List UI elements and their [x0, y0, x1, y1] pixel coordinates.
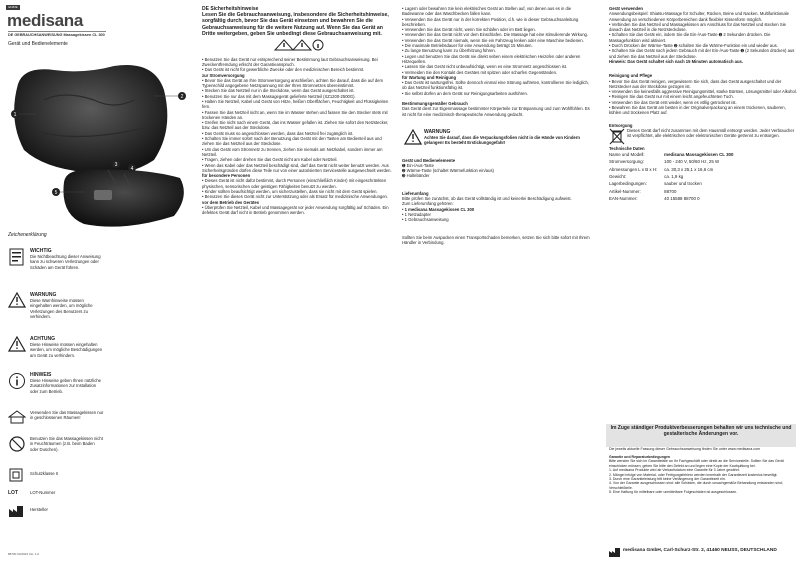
svg-text:1: 1: [13, 112, 17, 118]
legend-indoor: [8, 410, 104, 421]
usage-l2: ➋ Wärme-Taste (schaltet Wärmefunktion ein/aus): [402, 168, 494, 174]
banner-subtext: Die jeweils aktuelle Fassung dieser Gebrauchsanweisung finden Sie unter www.medisana.com: [609, 447, 761, 451]
safety-p4: • Stecken Sie das Netzteil nur in die Steckdose, wenn das Gerät ausgeschaltet ist.: [202, 88, 355, 94]
usage-warning-title: WARNUNG: [424, 128, 451, 135]
wichtig-title: WICHTIG: [30, 248, 52, 254]
safety-p6: • Halten Sie Netzteil, Kabel und Gerät von Hitze, heißen Oberflächen, Feuchtigkeit und Flüssigkeiten fern.: [202, 99, 389, 110]
manufacturer-address: medisana GmbH, Carl-Schurz-Str. 2, 41460 NEUSS, DEUTSCHLAND: [623, 548, 777, 553]
usage-warning-text: Achten Sie darauf, dass die Verpackungsfolien nicht in die Hände von Kindern gelangen! Es besteht Erstickungsgefahr!: [424, 134, 580, 146]
operation-p11: • Bewahren Sie das Gerät am besten in der Originalverpackung an einem trockenen, sauberen, kühlen und trockenen Platz auf.: [609, 105, 786, 116]
safety-title: DE Sicherheitshinweise: [202, 6, 259, 12]
document-icon: [8, 248, 26, 266]
crossed-bin-icon: [609, 128, 625, 146]
pillow-side-view: [63, 170, 183, 227]
safety-h2: für besondere Personen: [202, 173, 251, 179]
spec-row: Gewicht: ca. 1,9 kg: [609, 174, 684, 180]
warranty-item: 2. Mängel infolge von Material- oder Fertigungsfehlern werden innerhalb der Garantiezeit kostenlos beseitigt.: [609, 472, 778, 477]
safety-p16: • Benutzen Sie dieses Gerät nicht zur Unterstützung oder als Ersatz für medizinische Anwendungen.: [202, 194, 389, 200]
usage-p13: Das Gerät dient zur Eigenmassage bestimmter Körperteile zur Entspannung und zum Wohlfühlen. Es ist nicht für eine medizinisch-therapeutische Anwendung gedacht.: [402, 106, 590, 117]
caution-triangle-icon: [8, 336, 26, 352]
usage-h2: Bestimmungsgemäßer Gebrauch: [402, 101, 468, 107]
manufacturer-icon: [609, 547, 621, 557]
spec-row: Lagerbedingungen: sauber und trocken: [609, 181, 702, 187]
manufacturer-icon: [8, 504, 26, 518]
usage-p15: Zum Lieferumfang gehören:: [402, 201, 454, 207]
spec-table: [609, 151, 734, 203]
hinweis-text: Diese Hinweise geben Ihnen nützliche Zusatzinformationen zur Installation oder zum Betrieb.: [30, 378, 101, 394]
usage-h1: für Wartung und Reinigung: [402, 74, 457, 80]
legend-maker: [8, 504, 104, 512]
pillow-main: [14, 65, 167, 174]
legend-hinweis: [8, 372, 104, 394]
usage-p11: • Das Gerät ist wartungsfrei. Sollte dennoch einmal eine Störung auftreten, kontrollieren Sie lediglich, ob das Netzteil funktionsfähig ist.: [402, 80, 589, 91]
safety-p12: • Tragen, ziehen oder drehen Sie das Gerät nicht am Kabel oder Netzteil.: [202, 157, 338, 163]
usage-p7: • Zu lange Benutzung kann zu Überhitzung führen.: [402, 48, 496, 54]
safety-h3: vor dem Betrieb des Gerätes: [202, 199, 260, 205]
usage-p3: • Verwenden Sie das Gerät nicht, wenn Sie schlafen oder im Bett liegen.: [402, 27, 536, 33]
achtung-title: ACHTUNG: [30, 336, 55, 342]
header-divider: [8, 31, 106, 32]
usage-h4: Lieferumfang: [402, 190, 429, 196]
legend-caption: Zeichenerklärung: [8, 232, 47, 238]
safety-intro: Lesen Sie die Gebrauchsanweisung, insbesondere die Sicherheitshinweise, sorgfältig durch, bevor Sie das Gerät einsetzen und bewahren Sie die Gebrauchsanweisung für die weitere Nutzung auf. Wenn Sie das Gerät an Dritte weitergeben, geben Sie unbedingt diese Gebrauchsanweisung mit.: [202, 12, 389, 38]
operation-p3: • Schalten Sie das Gerät ein, indem Sie die Ein-/Aus-Taste ➊ 2 Sekunden drücken. Die Massagefunktion wird aktiviert.: [609, 32, 771, 43]
spec-row: EAN-Nummer: 40 15588 88700 0: [609, 196, 700, 202]
operation-p6: Hinweis: Das Gerät schaltet sich nach 15 Minuten automatisch aus.: [609, 58, 744, 64]
svg-text:2: 2: [180, 94, 184, 100]
usage-h3: Gerät und Bedienelemente: [402, 157, 456, 163]
usage-p1: • Lagern oder bewahren Sie kein elektrisches Gerät an Stellen auf, von denen aus es in die Badewanne oder das Waschbecken fallen kann.: [402, 6, 572, 17]
marker-5: [52, 188, 60, 196]
warranty-title: Garantie und Reparaturbedingungen: [609, 455, 671, 459]
warnung-text: Diese Warnhinweise müssen eingehalten werden, um mögliche Verletzungen des Benutzers zu verhindern.: [30, 298, 93, 319]
language-badge: EN/DE: [6, 5, 20, 10]
usage-l5: • 1 Netzadapter: [402, 211, 431, 217]
warnung-title: WARNUNG: [30, 292, 57, 298]
usage-p14: Bitte prüfen Sie zunächst, ob das Gerät vollständig ist und keinerlei Beschädigung aufweist.: [402, 196, 572, 202]
disposal-block: [609, 128, 797, 139]
operation-p9: • Reinigen Sie das Gerät nur mit einem leicht angefeuchteten Tuch.: [609, 94, 734, 100]
legend-wichtig: [8, 248, 104, 270]
manufacturer-footer: [609, 546, 797, 558]
operation-p8: • Verwenden Sie keinesfalls aggressive Reinigungsmittel, starke Bürsten, Lösungsmittel oder Alkohol.: [609, 89, 797, 95]
usage-p6: • Die maximale Betriebsdauer für eine Anwendung beträgt 15 Minuten.: [402, 43, 533, 49]
usage-l1: ➊ Ein-/Aus-Taste: [402, 162, 434, 168]
improvement-banner: [606, 424, 796, 447]
usage-warning: [402, 129, 590, 146]
indoor-text: Verwenden Sie das Massagekissen nur in geschlossenen Räumen!: [30, 410, 104, 421]
info-icon: [8, 372, 26, 390]
usage-p16: Sollten Sie beim Auspacken einen Transportschaden bemerken, setzen Sie sich bitte sofort mit Ihrem Händler in Verbindung.: [402, 234, 590, 245]
usage-p12: • Sie selbst dürfen an dem Gerät nur Reinigungsarbeiten ausführen.: [402, 90, 529, 96]
brand-logo: medisana: [7, 11, 84, 30]
warranty-item: 3. Durch eine Garantieleistung tritt keine Verlängerung der Garantiezeit ein.: [609, 477, 726, 482]
operation-p5: • Schalten Sie das Gerät nach jedem Gebrauch mit der Ein-/Aus-Taste ➊ (2 Sekunden drücken) aus und ziehen Sie das Netzteil aus der Steckdose.: [609, 48, 795, 59]
lot-label: LOT: [8, 490, 18, 496]
wichtig-text: Die Nichtbeachtung dieser Anweisung kann zu schweren Verletzungen oder Schäden am Gerät führen.: [30, 254, 101, 270]
legend-achtung: [8, 336, 104, 358]
safety-p15: • Kinder sollten beaufsichtigt werden, um sicherzustellen, dass sie nicht mit dem Gerät spielen.: [202, 189, 378, 195]
safety-p13: • Wenn das Kabel oder das Netzteil beschädigt sind, darf das Gerät nicht weiter benutzt werden. Aus Sicherheitsgründen dürfen diese Teile nur von einer autorisierten Servicestelle ausgewechselt werden.: [202, 162, 392, 173]
warning-triangle-icon: [8, 292, 26, 308]
usage-p10: • Vermeiden Sie den Kontakt des Gerätes mit spitzen oder scharfen Gegenständen.: [402, 69, 558, 75]
control-panel: [94, 190, 112, 200]
svg-text:3: 3: [114, 162, 118, 168]
marker-3: [112, 160, 120, 168]
column-usage: [402, 6, 590, 245]
operation-h1: Gerät verwenden: [609, 6, 643, 11]
section-subtitle: Gerät und Bedienelemente: [8, 41, 68, 47]
spec-row: Artikel-Nummer: 88700: [609, 188, 677, 194]
operation-h2: Reinigung und Pflege: [609, 73, 653, 79]
usage-p2: • Verwenden Sie das Gerät nur in der korrekten Position, d.h. wie in dieser Gebrauchsanleitung beschrieben.: [402, 16, 579, 27]
operation-p10: • Verwenden Sie das Gerät erst wieder, wenn es völlig getrocknet ist.: [609, 99, 737, 105]
marker-1: [11, 110, 19, 118]
marker-2: [178, 92, 186, 100]
safety-h1: zur Stromversorgung: [202, 72, 245, 78]
operation-p4: • Durch Drücken der Wärme-Taste ➋ schalten Sie die Wärme-Funktion ein und wieder aus.: [609, 43, 778, 49]
column-safety: [202, 6, 392, 216]
safety-p14: • Dieses Gerät ist nicht dafür bestimmt, durch Personen (einschließlich Kinder) mit eingeschränkten physischen, sensorischen oder geistigen Fähigkeiten benutzt zu werden.: [202, 178, 387, 189]
marker-4: [128, 164, 136, 172]
massage-pillow-illustration: [4, 60, 194, 240]
safety-p11: • Um das Gerät vom Stromnetz zu trennen, ziehen Sie niemals am Netzkabel, sondern immer am Netzteil.: [202, 146, 383, 157]
class-text: Schutzklasse II: [30, 471, 59, 476]
safety-p2: • Das Gerät ist nicht für gewerbliche Zwecke oder den medizinischen Bereich bestimmt.: [202, 67, 365, 73]
safety-p9: • Das Gerät muss so angeschlossen werden, dass das Netzteil frei zugänglich ist.: [202, 130, 354, 136]
usage-p4: • Verwenden Sie das Gerät nicht vor dem Einschlafen. Die Massage hat eine stimulierende Wirkung.: [402, 32, 589, 38]
legend-shower: [8, 436, 104, 452]
warranty-intro: Bitte wenden Sie sich im Garantiefalle an Ihr Fachgeschäft oder direkt an die Servicestelle. Sollten Sie das Gerät einschicken müssen, geben Sie bitte den Defekt an und legen eine Kopie der Kaufquittung bei.: [609, 459, 784, 468]
operation-p2: • Verbinden Sie das Netzteil und Massagekissen am Anschluss für das Netzteil und stecken Sie danach das Netzteil in die Netzsteckdose.: [609, 21, 786, 33]
column-operation: [609, 6, 797, 203]
safety-p3: • Bevor Sie das Gerät an Ihre Stromversorgung anschließen, achten Sie darauf, dass die auf dem Typenschild angegebene Netzspannung mit der Ihres Stromnetzes übereinstimmt.: [202, 77, 383, 89]
svg-text:4: 4: [130, 166, 134, 172]
safety-p17: • Überprüfen Sie Netzteil, Kabel und Massagegerät vor jeder Anwendung sorgfältig auf Schäden. Ein defektes Gerät darf nicht in Betrieb genommen werden.: [202, 204, 389, 216]
warning-triangle-icon: [404, 129, 422, 145]
legend-lot: [8, 490, 104, 495]
spec-row: Name und Modell: medisana Massagekissen CL 300: [609, 151, 734, 157]
shower-text: Benutzen Sie das Massagekissen nicht in Feuchträumen (z.B. beim Baden oder Duschen).: [30, 436, 103, 452]
safety-p7: • Fassen Sie das Netzteil nicht an, wenn Sie im Wasser stehen und fassen Sie den Stecker stets mit trockenen Händen an.: [202, 109, 388, 120]
lot-text: LOT-Nummer: [30, 490, 56, 495]
safety-icons: [202, 38, 392, 52]
operation-p7: • Bevor Sie das Gerät reinigen, vergewissern Sie sich, dass das Gerät ausgeschaltet und der Netzstecker aus der Steckdose gezogen ist.: [609, 78, 782, 89]
legend-warnung: [8, 292, 104, 319]
banner-text: Im Zuge ständiger Produktverbesserungen behalten wir uns technische und gestalterische Änderungen vor.: [610, 425, 792, 437]
spec-row: Stromversorgung: 100 - 240 V, 50/60 Hz, 25 W: [609, 159, 720, 165]
legend-class: [8, 468, 104, 476]
document-code: 88700 04/2023 Ver. 1.0: [8, 552, 40, 556]
indoor-house-icon: [8, 410, 26, 424]
usage-l6: • 1 Gebrauchsanweisung: [402, 217, 449, 223]
spec-row: Abmessungen L x B x H: ca. 30,3 x 25,1 x 16,6 cm: [609, 166, 714, 172]
operation-p12: Dieses Gerät darf nicht zusammen mit dem Hausmüll entsorgt werden. Jeder Verbraucher ist verpflichtet, alle elektrischen oder elektronischen Geräte getrennt zu entsorgen.: [627, 127, 795, 139]
safety-p1: • Benutzen Sie das Gerät nur entsprechend seiner Bestimmung laut Gebrauchsanweisung. Bei Zweckentfremdung erlischt der Garantieanspruch.: [202, 56, 378, 67]
model-line: DE GEBRAUCHSANWEISUNG Massagekissen CL 300: [8, 33, 105, 37]
protection-class-icon: [8, 468, 26, 482]
operation-p1: Anwendungsbeispiel: Shiatsu-Massage für Schulter, Rücken, Beine und Nacken. Multifunktionale Anwendung an verschiedenen Körperbereichen dank flexibler Kissenform möglich.: [609, 11, 789, 22]
warranty-item: 5. Eine Haftung für mittelbare oder unmittelbare Folgeschäden ist ausgeschlossen.: [609, 490, 738, 495]
no-shower-icon: [8, 436, 26, 452]
usage-p5: • Verwenden Sie das Gerät niemals, wenn Sie ein Fahrzeug lenken oder eine Maschine bedienen.: [402, 37, 584, 43]
operation-h4: Technische Daten: [609, 145, 645, 151]
hinweis-title: HINWEIS: [30, 372, 52, 378]
warranty-item: 1. Auf medisana Produkte wird ab Verkaufsdatum eine Garantie für 3 Jahre gewährt.: [609, 468, 740, 473]
usage-l3: ➌ Haltebänder: [402, 173, 430, 179]
warranty-item: 4. Von der Garantie ausgeschlossen sind: alle Schäden, die durch unsachgemäße Behandlung entstanden sind; Verschleißteile.: [609, 481, 783, 490]
achtung-text: Diese Hinweise müssen eingehalten werden, um mögliche Beschädigungen am Gerät zu verhindern.: [30, 342, 103, 358]
safety-p10: • Schalten Sie immer sofort nach der Benutzung das Gerät mit den Tasten am Bedienteil aus und ziehen Sie das Netzteil aus der Steckdose.: [202, 136, 382, 147]
svg-text:5: 5: [54, 190, 58, 196]
operation-h3: Entsorgung: [609, 122, 633, 128]
safety-p5: • Benutzen Sie nur das mit dem Massagegerät gelieferte Netzteil (XZ1200-2500G).: [202, 93, 356, 99]
usage-l4: • 1 medisana Massagekissen CL 300: [402, 206, 475, 212]
warranty-block: [609, 455, 797, 495]
usage-p9: • Lassen Sie das Gerät nicht unbeaufsichtigt, wenn es eine Stromnetz angeschlossen ist.: [402, 64, 568, 70]
safety-p8: • Greifen Sie nicht nach einem Gerät, das ins Wasser gefallen ist. Ziehen Sie sofort den Netzstecker, bzw. das Netzteil aus der Steckdose.: [202, 120, 389, 131]
maker-text: Hersteller: [30, 507, 48, 512]
usage-p8: • Legen und benutzen Sie das Gerät nie direkt neben einem elektrischen Heizofen oder anderen Hitzequellen.: [402, 53, 581, 64]
